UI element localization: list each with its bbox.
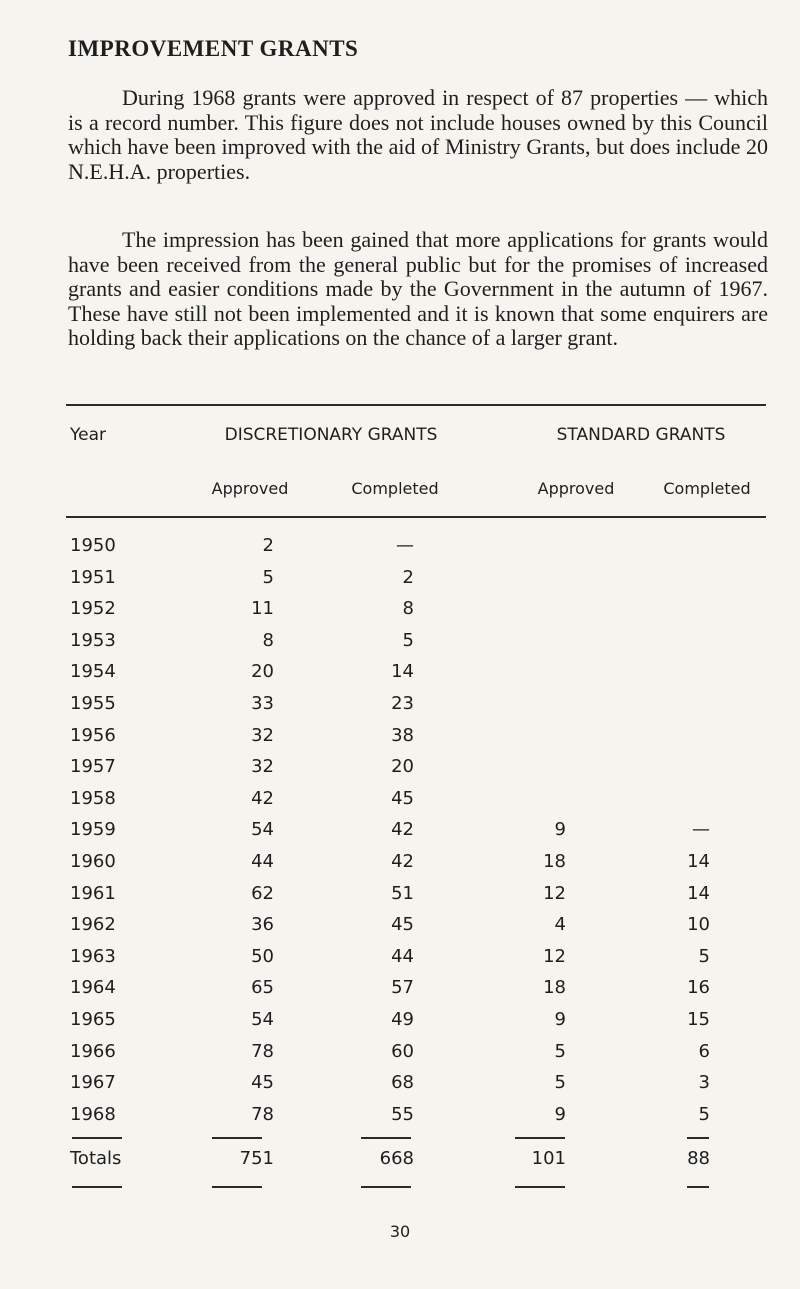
cell-s-app: 12 (543, 882, 566, 904)
paragraph-2: The impression has been gained that more applications for grants would have been received from the general public but for the promises of increased grants and easier conditions made by the Government in the autumn of 1967. These have still not been implemented and it is known that some enquirers are holding back their applications on the chance of a larger grant. (68, 227, 768, 350)
totals-rule-s-approved (515, 1137, 565, 1139)
cell-d-app: 54 (251, 1009, 274, 1030)
totals-s-completed: 88 (687, 1148, 710, 1169)
cell-year: 1963 (70, 945, 116, 967)
totals-bottom-rule-s-approved (515, 1186, 565, 1188)
cell-d-app: 78 (251, 1103, 274, 1125)
cell-d-comp: 45 (391, 787, 414, 809)
cell-s-app: 4 (554, 914, 566, 936)
cell-s-app: 5 (554, 1072, 566, 1094)
cell-s-comp: 14 (687, 882, 710, 904)
cell-s-app: 5 (554, 1040, 566, 1062)
cell-s-comp: 5 (698, 1103, 710, 1125)
cell-s-app: 9 (554, 1009, 566, 1030)
header-standard-grants: STANDARD GRANTS (556, 425, 726, 445)
cell-year: 1966 (70, 1040, 116, 1062)
cell-s-comp: 15 (687, 1009, 710, 1030)
cell-d-app: 5 (262, 566, 274, 588)
cell-d-app: 62 (251, 882, 274, 904)
cell-d-comp: 55 (391, 1103, 414, 1125)
table-top-rule (66, 404, 766, 406)
subheader-discretionary-approved: Approved (211, 479, 289, 498)
header-discretionary-grants: DISCRETIONARY GRANTS (224, 425, 438, 445)
cell-d-comp: 20 (391, 756, 414, 778)
cell-s-app: 9 (554, 819, 566, 841)
cell-d-app: 2 (262, 535, 274, 556)
cell-d-app: 33 (251, 693, 274, 714)
cell-year: 1959 (70, 819, 116, 841)
totals-d-completed: 668 (379, 1148, 414, 1169)
cell-year: 1957 (70, 756, 116, 778)
totals-label: Totals (70, 1148, 122, 1169)
cell-year: 1950 (70, 535, 116, 556)
cell-d-app: 11 (251, 598, 274, 620)
table-header-rule (66, 516, 766, 518)
cell-year: 1955 (70, 693, 116, 714)
totals-rule-d-completed (361, 1137, 411, 1139)
cell-year: 1968 (70, 1103, 116, 1125)
cell-d-app: 32 (251, 724, 274, 746)
paragraph-1: During 1968 grants were approved in respect of 87 properties — which is a record number. This figure does not include houses owned by this Council which have been improved with the aid of Ministry Grants, but does include 20 N.E.H.A. properties. (68, 85, 768, 184)
cell-year: 1951 (70, 566, 116, 588)
cell-d-comp: 38 (391, 724, 414, 746)
totals-rule-year (72, 1137, 122, 1139)
cell-d-comp: — (396, 535, 414, 556)
cell-d-comp: 51 (391, 882, 414, 904)
cell-year: 1964 (70, 977, 116, 999)
cell-d-comp: 8 (402, 598, 414, 620)
subheader-standard-completed: Completed (663, 479, 751, 498)
cell-s-app: 12 (543, 945, 566, 967)
cell-year: 1960 (70, 851, 116, 872)
cell-d-comp: 14 (391, 661, 414, 683)
cell-d-app: 65 (251, 977, 274, 999)
totals-d-approved: 751 (239, 1148, 274, 1169)
cell-d-comp: 57 (391, 977, 414, 999)
cell-s-comp: 10 (687, 914, 710, 936)
page-number: 30 (389, 1222, 411, 1241)
cell-d-comp: 5 (402, 629, 414, 651)
cell-d-app: 78 (251, 1040, 274, 1062)
cell-d-comp: 68 (391, 1072, 414, 1094)
cell-d-comp: 23 (391, 693, 414, 714)
page-heading: IMPROVEMENT GRANTS (68, 36, 359, 61)
subheader-discretionary-completed: Completed (351, 479, 439, 498)
totals-bottom-rule-d-approved (212, 1186, 262, 1188)
cell-d-comp: 44 (391, 945, 414, 967)
cell-d-app: 8 (262, 629, 274, 651)
cell-year: 1961 (70, 882, 116, 904)
totals-s-approved: 101 (531, 1148, 566, 1169)
totals-bottom-rule-s-completed (687, 1186, 709, 1188)
cell-s-comp: — (692, 819, 710, 841)
cell-year: 1965 (70, 1009, 116, 1030)
cell-year: 1962 (70, 914, 116, 936)
cell-d-comp: 42 (391, 851, 414, 872)
cell-year: 1956 (70, 724, 116, 746)
totals-bottom-rule-year (72, 1186, 122, 1188)
cell-d-app: 45 (251, 1072, 274, 1094)
cell-d-comp: 60 (391, 1040, 414, 1062)
totals-rule-s-completed (687, 1137, 709, 1139)
cell-d-app: 20 (251, 661, 274, 683)
cell-s-comp: 14 (687, 851, 710, 872)
cell-year: 1967 (70, 1072, 116, 1094)
cell-d-app: 42 (251, 787, 274, 809)
cell-s-app: 18 (543, 977, 566, 999)
cell-s-app: 9 (554, 1103, 566, 1125)
cell-d-app: 50 (251, 945, 274, 967)
totals-bottom-rule-d-completed (361, 1186, 411, 1188)
cell-d-app: 54 (251, 819, 274, 841)
cell-d-comp: 42 (391, 819, 414, 841)
header-year: Year (70, 425, 106, 445)
cell-d-comp: 49 (391, 1009, 414, 1030)
cell-s-comp: 6 (698, 1040, 710, 1062)
cell-s-comp: 3 (698, 1072, 710, 1094)
cell-d-app: 44 (251, 851, 274, 872)
cell-s-comp: 16 (687, 977, 710, 999)
cell-d-app: 32 (251, 756, 274, 778)
cell-year: 1953 (70, 629, 116, 651)
cell-year: 1954 (70, 661, 116, 683)
cell-s-comp: 5 (698, 945, 710, 967)
cell-d-app: 36 (251, 914, 274, 936)
cell-d-comp: 2 (402, 566, 414, 588)
totals-rule-d-approved (212, 1137, 262, 1139)
cell-year: 1952 (70, 598, 116, 620)
cell-s-app: 18 (543, 851, 566, 872)
subheader-standard-approved: Approved (537, 479, 615, 498)
cell-year: 1958 (70, 787, 116, 809)
cell-d-comp: 45 (391, 914, 414, 936)
